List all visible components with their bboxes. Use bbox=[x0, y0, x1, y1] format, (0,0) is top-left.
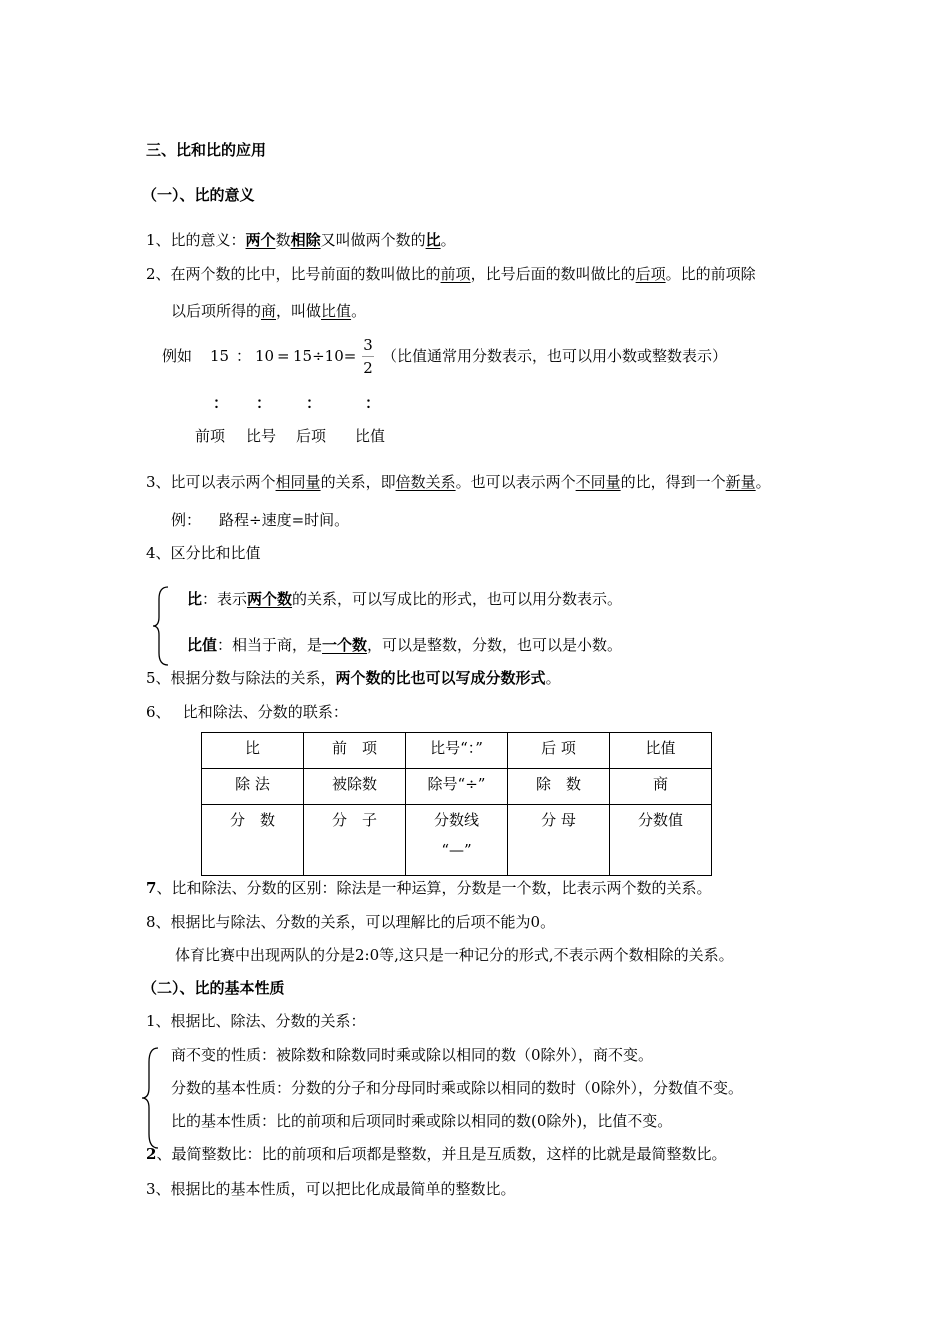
subsection-title-2: （二）、比的基本性质 bbox=[142, 979, 285, 997]
label-value: 比值 bbox=[355, 427, 386, 445]
item-1-text2: 又叫做两个数的 bbox=[320, 231, 426, 249]
table-cell: 分 母 bbox=[508, 805, 610, 876]
pointer-consequent: ： bbox=[306, 394, 322, 412]
relation-table bbox=[201, 732, 712, 876]
pointer-colon: ： bbox=[256, 394, 272, 412]
keyword-one-number: 一个数 bbox=[322, 636, 368, 654]
table-cell: 分数线 “—” bbox=[406, 805, 508, 876]
property-ratio: 比的基本性质：比的前项和后项同时乘或除以相同的数(0除外)，比值不变。 bbox=[171, 1112, 673, 1130]
label-consequent: 后项 bbox=[296, 427, 327, 445]
keyword-same-quantity: 相同量 bbox=[275, 473, 321, 491]
fraction-numerator: 3 bbox=[363, 336, 373, 354]
item-2-text: ，比号后面的数叫做比的 bbox=[470, 265, 636, 283]
keyword-quotient: 商 bbox=[261, 302, 277, 320]
item-1-end: 。 bbox=[440, 231, 456, 249]
subsection-title-1: （一）、比的意义 bbox=[142, 186, 255, 204]
table-cell: 比值 bbox=[610, 733, 712, 769]
section-title: 三、比和比的应用 bbox=[146, 141, 267, 159]
fraction-denominator: 2 bbox=[363, 359, 373, 377]
table-cell: 除 法 bbox=[202, 769, 304, 805]
example-n1: 15 bbox=[210, 347, 230, 365]
table-row bbox=[202, 805, 712, 876]
item-2-text: 。 bbox=[351, 302, 367, 320]
item-8-note: 体育比赛中出现两队的分是2:0等,这只是一种记分的形式,不表示两个数相除的关系。 bbox=[175, 946, 734, 964]
item-3-text: 。 bbox=[755, 473, 771, 491]
item-2-text: 以后项所得的 bbox=[171, 302, 262, 320]
item-7-text: 、比和除法、分数的区别：除法是一种运算，分数是一个数，比表示两个数的关系。 bbox=[156, 879, 712, 897]
compare-ratio-text: ：表示 bbox=[202, 590, 248, 608]
example-colon: ： bbox=[236, 347, 252, 365]
item-3-example-lead: 例： bbox=[171, 511, 202, 529]
table-cell: 前 项 bbox=[304, 733, 406, 769]
compare-value-text: ：相当于商，是 bbox=[217, 636, 323, 654]
item-3 bbox=[146, 473, 771, 491]
item-5-end: 。 bbox=[545, 669, 561, 687]
keyword-consequent: 后项 bbox=[635, 265, 666, 283]
compare-ratio-label: 比 bbox=[187, 590, 203, 608]
table-row bbox=[202, 769, 712, 805]
property-quotient: 商不变的性质：被除数和除数同时乘或除以相同的数（0除外），商不变。 bbox=[171, 1046, 654, 1064]
item-3-text: 3、比可以表示两个 bbox=[146, 473, 276, 491]
section-2-item-2-number: 2 bbox=[146, 1145, 157, 1163]
item-2-text: 2、在两个数的比中，比号前面的数叫做比的 bbox=[146, 265, 441, 283]
table-cell: 分 子 bbox=[304, 805, 406, 876]
compare-value bbox=[187, 636, 622, 654]
item-4: 4、区分比和比值 bbox=[146, 544, 261, 562]
pointer-antecedent: ： bbox=[213, 394, 229, 412]
brace-left-icon bbox=[138, 1046, 162, 1150]
item-1-text: 数 bbox=[275, 231, 291, 249]
item-7-number: 7 bbox=[146, 879, 157, 897]
table-cell: 分 数 bbox=[202, 805, 304, 876]
item-1-prefix: 1、比的意义： bbox=[146, 231, 246, 249]
compare-ratio-text: 的关系，可以写成比的形式，也可以用分数表示。 bbox=[292, 590, 623, 608]
brace-left-icon bbox=[150, 585, 172, 667]
pointer-value: ： bbox=[365, 394, 381, 412]
item-1 bbox=[146, 231, 456, 249]
label-colon: 比号 bbox=[246, 427, 277, 445]
property-fraction: 分数的基本性质：分数的分子和分母同时乘或除以相同的数时（0除外），分数值不变。 bbox=[171, 1079, 744, 1097]
item-2-text: 。比的前项除 bbox=[665, 265, 756, 283]
section-2-item-2-text: 、最简整数比：比的前项和后项都是整数，并且是互质数，这样的比就是最简整数比。 bbox=[156, 1145, 727, 1163]
keyword-different-quantity: 不同量 bbox=[575, 473, 621, 491]
example-note: （比值通常用分数表示，也可以用小数或整数表示） bbox=[382, 347, 728, 365]
item-3-example-text: 路程÷速度=时间。 bbox=[219, 511, 350, 529]
item-3-text: 的比，得到一个 bbox=[620, 473, 726, 491]
compare-ratio bbox=[187, 590, 622, 608]
section-2-item-3: 3、根据比的基本性质，可以把比化成最简单的整数比。 bbox=[146, 1180, 516, 1198]
table-cell: 后 项 bbox=[508, 733, 610, 769]
example-fraction bbox=[361, 336, 375, 377]
item-5 bbox=[146, 669, 561, 687]
item-2-line-1 bbox=[146, 265, 756, 283]
example-expr: 15÷10= bbox=[293, 347, 357, 365]
item-6: 6、 比和除法、分数的联系： bbox=[146, 703, 348, 721]
table-cell: 除 数 bbox=[508, 769, 610, 805]
section-2-item-1: 1、根据比、除法、分数的关系： bbox=[146, 1012, 366, 1030]
item-2-line-2 bbox=[171, 302, 366, 320]
item-5-key: 两个数的比也可以写成分数形式 bbox=[335, 669, 546, 687]
example-n2: 10 bbox=[255, 347, 275, 365]
table-cell: 除号“÷” bbox=[406, 769, 508, 805]
keyword-divide: 相除 bbox=[290, 231, 321, 249]
keyword-ratio-value: 比值 bbox=[321, 302, 352, 320]
fraction-bar bbox=[362, 356, 374, 357]
table-row bbox=[202, 733, 712, 769]
table-cell: 分数值 bbox=[610, 805, 712, 876]
table-cell: 比 bbox=[202, 733, 304, 769]
item-5-text: 5、根据分数与除法的关系， bbox=[146, 669, 336, 687]
compare-value-text: ，可以是整数，分数，也可以是小数。 bbox=[367, 636, 623, 654]
keyword-antecedent: 前项 bbox=[440, 265, 471, 283]
keyword-ratio: 比 bbox=[425, 231, 441, 249]
keyword-two-numbers: 两个数 bbox=[247, 590, 293, 608]
example-lead: 例如 bbox=[162, 347, 193, 365]
compare-value-label: 比值 bbox=[187, 636, 218, 654]
item-3-text: 。也可以表示两个 bbox=[455, 473, 576, 491]
table-cell: 被除数 bbox=[304, 769, 406, 805]
item-8: 8、根据比与除法、分数的关系，可以理解比的后项不能为0。 bbox=[146, 913, 556, 931]
keyword-multiple-relation: 倍数关系 bbox=[395, 473, 456, 491]
table-cell: 比号“：” bbox=[406, 733, 508, 769]
table-cell: 商 bbox=[610, 769, 712, 805]
item-2-text: ，叫做 bbox=[276, 302, 322, 320]
example-eq: = bbox=[277, 347, 290, 365]
item-3-text: 的关系，即 bbox=[320, 473, 396, 491]
section-2-item-2 bbox=[146, 1145, 726, 1163]
item-7 bbox=[146, 879, 711, 897]
keyword-new-quantity: 新量 bbox=[725, 473, 756, 491]
keyword-two: 两个 bbox=[245, 231, 276, 249]
label-antecedent: 前项 bbox=[195, 427, 226, 445]
